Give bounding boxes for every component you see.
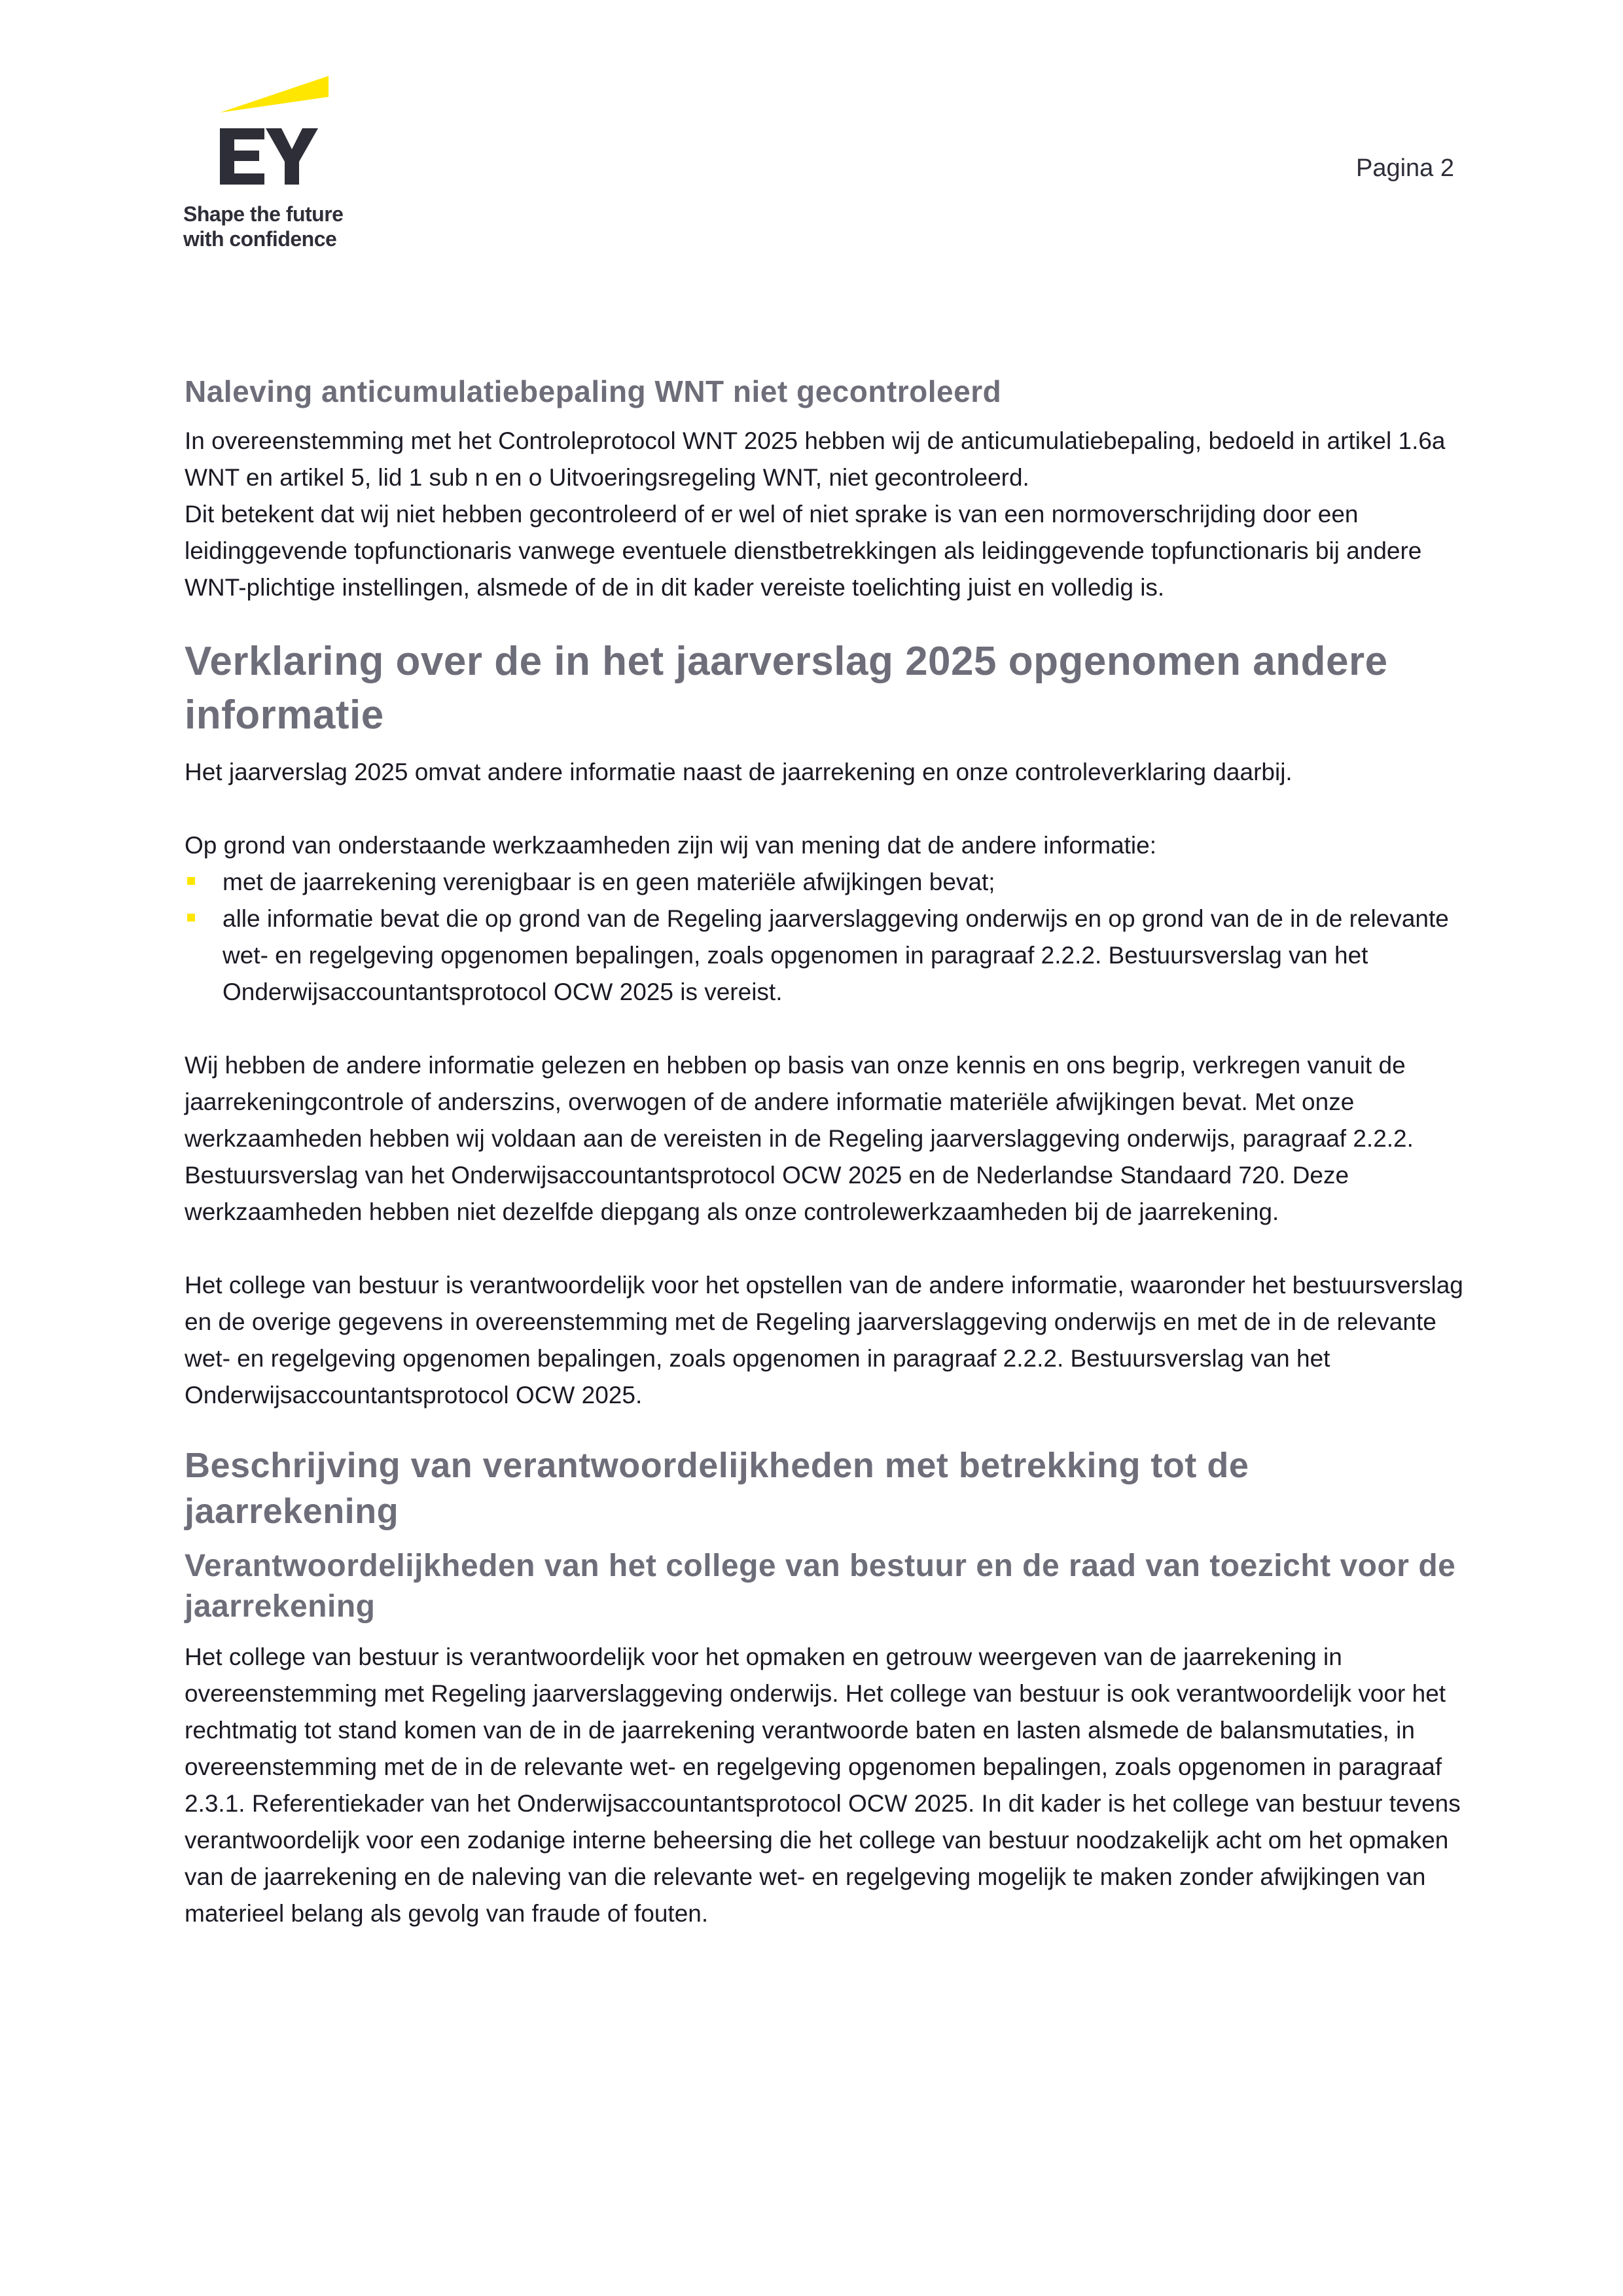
heading-responsibilities: Beschrijving van verantwoordelijkheden met betrekking tot de jaarrekening xyxy=(185,1446,1249,1531)
list-item xyxy=(185,901,1467,1011)
bullet-square-icon xyxy=(187,877,195,885)
ey-beam-icon xyxy=(220,76,329,113)
responsibilities-paragraph: Het college van bestuur is verantwoordelijk voor het opmaken en getrouw weergeven van de jaarrekening in overeenstemming met Regeling jaarverslaggeving onderwijs. Het college van bestuur is ook verantwoordelijk voor het rechtmatig tot stand komen van de in de jaarrekening verantwoorde baten en lasten alsmede de balansmutaties, in overeenstemming met de in de relevante wet- en regelgeving opgenomen bepalingen, zoals opgenomen in paragraaf 2.3.1. Referentiekader van het Onderwijsaccountantsprotocol OCW 2025. In dit kader is het college van bestuur tevens verantwoordelijk voor een zodanige interne beheersing die het college van bestuur noodzakelijk acht om het opmaken van de jaarrekening en de naleving van die relevante wet- en regelgeving mogelijk te maken zonder afwijkingen van materieel belang als gevolg van fraude of fouten. xyxy=(185,1643,1461,1927)
tagline-line-2: with confidence xyxy=(183,227,337,251)
heading-wnt: Naleving anticumulatiebepaling WNT niet gecontroleerd xyxy=(185,374,1002,408)
heading-other-information: Verklaring over de in het jaarverslag 2025 opgenomen andere informatie xyxy=(185,639,1388,738)
wnt-paragraph-1: In overeenstemming met het Controleprotocol WNT 2025 hebben wij de anticumulatiebepaling, bedoeld in artikel 1.6a WNT en artikel 5, lid 1 sub n en o Uitvoeringsregeling WNT, niet gecontroleerd. xyxy=(185,427,1446,491)
other-info-lead: Op grond van onderstaande werkzaamheden zijn wij van mening dat de andere informatie: xyxy=(185,832,1157,859)
ey-letter-y-icon xyxy=(266,128,318,185)
ey-letter-e-icon xyxy=(220,128,264,185)
tagline-line-1: Shape the future xyxy=(183,202,344,226)
bullet-text: alle informatie bevat die op grond van de Regeling jaarverslaggeving onderwijs en op grond van de in de relevante wet- en regelgeving opgenomen bepalingen, zoals opgenomen in paragraaf 2.2.2. Bestuursverslag van het Onderwijsaccountantsprotocol OCW 2025 is vereist. xyxy=(223,905,1449,1005)
other-info-intro: Het jaarverslag 2025 omvat andere informatie naast de jaarrekening en onze controleverklaring daarbij. xyxy=(185,759,1293,785)
other-info-bullet-list xyxy=(185,864,1467,1011)
page-number: Pagina 2 xyxy=(1355,154,1454,182)
document-body xyxy=(185,372,1467,1932)
ey-logo-mark xyxy=(182,73,365,198)
bullet-square-icon xyxy=(187,914,195,922)
wnt-paragraph-2: Dit betekent dat wij niet hebben gecontroleerd of er wel of niet sprake is van een normoverschrijding door een leidinggevende topfunctionaris vanwege eventuele dienstbetrekkingen als leidinggevende topfunctionaris bij andere WNT-plichtige instellingen, alsmede of de in dit kader vereiste toelichting juist en volledig is. xyxy=(185,501,1422,601)
other-info-read-paragraph: Wij hebben de andere informatie gelezen en hebben op basis van onze kennis en ons begrip, verkregen vanuit de jaarrekeningcontrole of anderszins, overwogen of de andere informatie materiële afwijkingen bevat. Met onze werkzaamheden hebben wij voldaan aan de vereisten in de Regeling jaarverslaggeving onderwijs, paragraaf 2.2.2. Bestuursverslag van het Onderwijsaccountantsprotocol OCW 2025 en de Nederlandse Standaard 720. Deze werkzaamheden hebben niet dezelfde diepgang als onze controlewerkzaamheden bij de jaarrekening. xyxy=(185,1052,1414,1225)
ey-tagline xyxy=(183,202,343,251)
bullet-text: met de jaarrekening verenigbaar is en geen materiële afwijkingen bevat; xyxy=(223,869,995,895)
subheading-board-responsibilities: Verantwoordelijkheden van het college van bestuur en de raad van toezicht voor de jaarrekening xyxy=(185,1549,1456,1624)
list-item xyxy=(185,864,1467,901)
other-info-board-paragraph: Het college van bestuur is verantwoordelijk voor het opstellen van de andere informatie, waaronder het bestuursverslag en de overige gegevens in overeenstemming met de Regeling jaarverslaggeving onderwijs en met de in de relevante wet- en regelgeving opgenomen bepalingen, zoals opgenomen in paragraaf 2.2.2. Bestuursverslag van het Onderwijsaccountantsprotocol OCW 2025. xyxy=(185,1272,1463,1408)
